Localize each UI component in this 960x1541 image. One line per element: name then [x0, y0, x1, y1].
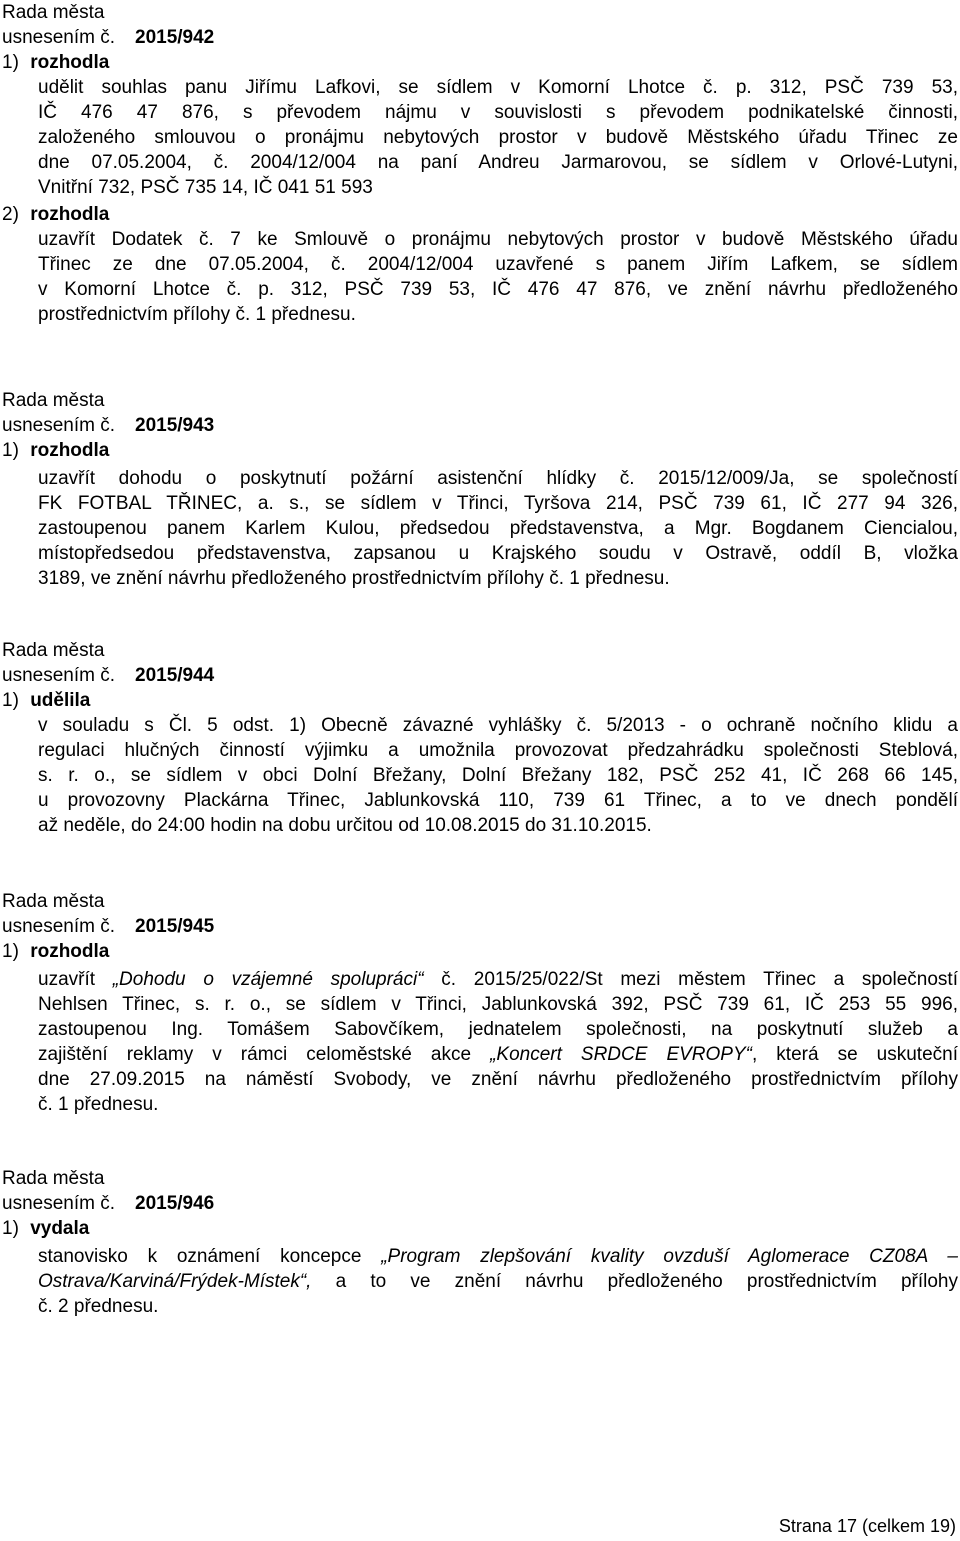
rada-mesta-label: Rada města	[2, 1168, 105, 1189]
item-verb: vydala	[30, 1218, 90, 1239]
text-line	[38, 1244, 958, 1269]
item-heading	[0, 1216, 960, 1241]
item-number: 2)	[2, 204, 19, 225]
item-text	[38, 967, 958, 1117]
text-run: , která se uskuteční	[751, 1044, 958, 1065]
text-line: Vnitřní 732, PSČ 735 14, IČ 041 51 593	[38, 177, 373, 198]
item-verb: rozhodla	[30, 204, 110, 225]
item-verb: rozhodla	[30, 440, 110, 461]
text-line	[38, 1042, 958, 1067]
resolution-number: 2015/945	[135, 916, 215, 937]
resolution-number: 2015/946	[135, 1193, 215, 1214]
text-line: č. 2 přednesu.	[38, 1296, 159, 1317]
text-line: Nehlsen Třinec, s. r. o., se sídlem v Třinci, Jablunkovská 392, PSČ 739 61, IČ 253 55 996,	[38, 994, 958, 1015]
text-run: č. 2015/25/022/St mezi městem Třinec a společností	[423, 969, 958, 990]
item-number: 1)	[2, 52, 19, 73]
item-verb: rozhodla	[30, 941, 110, 962]
page-footer: Strana 17 (celkem 19)	[778, 1516, 956, 1536]
usneseni-label: usnesením č.	[2, 1193, 115, 1214]
resolution-2015-944	[0, 638, 960, 838]
item-number: 1)	[2, 690, 19, 711]
text-line	[38, 1269, 958, 1294]
text-line	[38, 967, 958, 992]
text-line: prostřednictvím přílohy č. 1 přednesu.	[38, 304, 356, 325]
text-line: zastoupenou panem Karlem Kulou, předsedou představenstva, a Mgr. Bogdanem Ciencialou,	[38, 518, 958, 539]
text-line: č. 1 přednesu.	[38, 1094, 159, 1115]
resolution-2015-945	[0, 889, 960, 1117]
resolution-number-line	[0, 663, 960, 688]
item-heading	[0, 438, 960, 463]
resolution-number: 2015/944	[135, 665, 215, 686]
item-text	[38, 227, 958, 327]
program-title: „Program zlepšování kvality ovzduší Aglomerace CZ08A –	[381, 1246, 958, 1267]
text-line: v souladu s Čl. 5 odst. 1) Obecně závazné vyhlášky č. 5/2013 - o ochraně nočního klidu a	[38, 715, 958, 736]
item-heading	[0, 202, 960, 227]
text-line: dne 27.09.2015 na náměstí Svobody, ve znění návrhu předloženého prostřednictvím přílohy	[38, 1069, 958, 1090]
text-line: Třinec ze dne 07.05.2004, č. 2004/12/004 uzavřené s panem Jiřím Lafkem, se sídlem	[38, 254, 958, 275]
resolution-number: 2015/942	[135, 27, 215, 48]
usneseni-label: usnesením č.	[2, 27, 115, 48]
text-run: zajištění reklamy v rámci celoměstské akce	[38, 1044, 491, 1065]
item-number: 1)	[2, 941, 19, 962]
resolution-number-line	[0, 413, 960, 438]
text-line: uzavřít dohodu o poskytnutí požární asistenční hlídky č. 2015/12/009/Ja, se společností	[38, 468, 958, 489]
item-heading	[0, 688, 960, 713]
text-line: uzavřít Dodatek č. 7 ke Smlouvě o pronájmu nebytových prostor v budově Městského úřadu	[38, 229, 958, 250]
text-line: s. r. o., se sídlem v obci Dolní Břežany, Dolní Břežany 182, PSČ 252 41, IČ 268 66 145,	[38, 765, 958, 786]
resolution-number: 2015/943	[135, 415, 215, 436]
text-run: stanovisko k oznámení koncepce	[38, 1246, 382, 1267]
item-text	[38, 1244, 958, 1319]
rada-mesta-label: Rada města	[2, 891, 105, 912]
item-text	[38, 466, 958, 591]
resolution-number-line	[0, 914, 960, 939]
text-line: dne 07.05.2004, č. 2004/12/004 na paní Andreu Jarmarovou, se sídlem v Orlové-Lutyni,	[38, 152, 958, 173]
item-text	[38, 75, 958, 200]
usneseni-label: usnesením č.	[2, 415, 115, 436]
text-line: místopředsedou představenstva, zapsanou u Krajského soudu v Ostravě, oddíl B, vložka	[38, 543, 958, 564]
item-number: 1)	[2, 1218, 19, 1239]
text-line: u provozovny Plackárna Třinec, Jablunkovská 110, 739 61 Třinec, a to ve dnech pondělí	[38, 790, 958, 811]
usneseni-label: usnesením č.	[2, 916, 115, 937]
text-line: udělit souhlas panu Jiřímu Lafkovi, se sídlem v Komorní Lhotce č. p. 312, PSČ 739 53,	[38, 77, 958, 98]
resolution-number-line	[0, 1191, 960, 1216]
item-number: 1)	[2, 440, 19, 461]
event-title: „Koncert SRDCE EVROPY“	[490, 1044, 752, 1065]
rada-mesta-label: Rada města	[2, 640, 105, 661]
item-heading	[0, 50, 960, 75]
text-line: až neděle, do 24:00 hodin na dobu určitou od 10.08.2015 do 31.10.2015.	[38, 815, 652, 836]
text-line: FK FOTBAL TŘINEC, a. s., se sídlem v Třinci, Tyršova 214, PSČ 739 61, IČ 277 94 326,	[38, 493, 958, 514]
item-text	[38, 713, 958, 838]
rada-mesta-label: Rada města	[2, 390, 105, 411]
text-run: a to ve znění návrhu předloženého prostřednictvím přílohy	[311, 1271, 958, 1292]
text-line: IČ 476 47 876, s převodem nájmu v souvislosti s převodem podnikatelské činnosti,	[38, 102, 958, 123]
rada-mesta-label: Rada města	[2, 2, 105, 23]
text-line: založeného smlouvou o pronájmu nebytových prostor v budově Městského úřadu Třinec ze	[38, 127, 958, 148]
resolution-2015-942	[0, 0, 960, 327]
resolution-2015-943	[0, 388, 960, 591]
text-run: uzavřít	[38, 969, 113, 990]
text-line: 3189, ve znění návrhu předloženého prostřednictvím přílohy č. 1 přednesu.	[38, 568, 670, 589]
usneseni-label: usnesením č.	[2, 665, 115, 686]
resolution-2015-946	[0, 1166, 960, 1319]
program-title: Ostrava/Karviná/Frýdek-Místek“,	[38, 1271, 312, 1292]
text-line: regulaci hlučných činností výjimku a umožnila provozovat předzahrádku společnosti Steblová,	[38, 740, 958, 761]
item-heading	[0, 939, 960, 964]
text-line: zastoupenou Ing. Tomášem Sabovčíkem, jednatelem společnosti, na poskytnutí služeb a	[38, 1019, 958, 1040]
item-verb: udělila	[30, 690, 91, 711]
agreement-title: „Dohodu o vzájemné spolupráci“	[112, 969, 424, 990]
text-line: v Komorní Lhotce č. p. 312, PSČ 739 53, IČ 476 47 876, ve znění návrhu předloženého	[38, 279, 958, 300]
resolution-number-line	[0, 25, 960, 50]
item-verb: rozhodla	[30, 52, 110, 73]
